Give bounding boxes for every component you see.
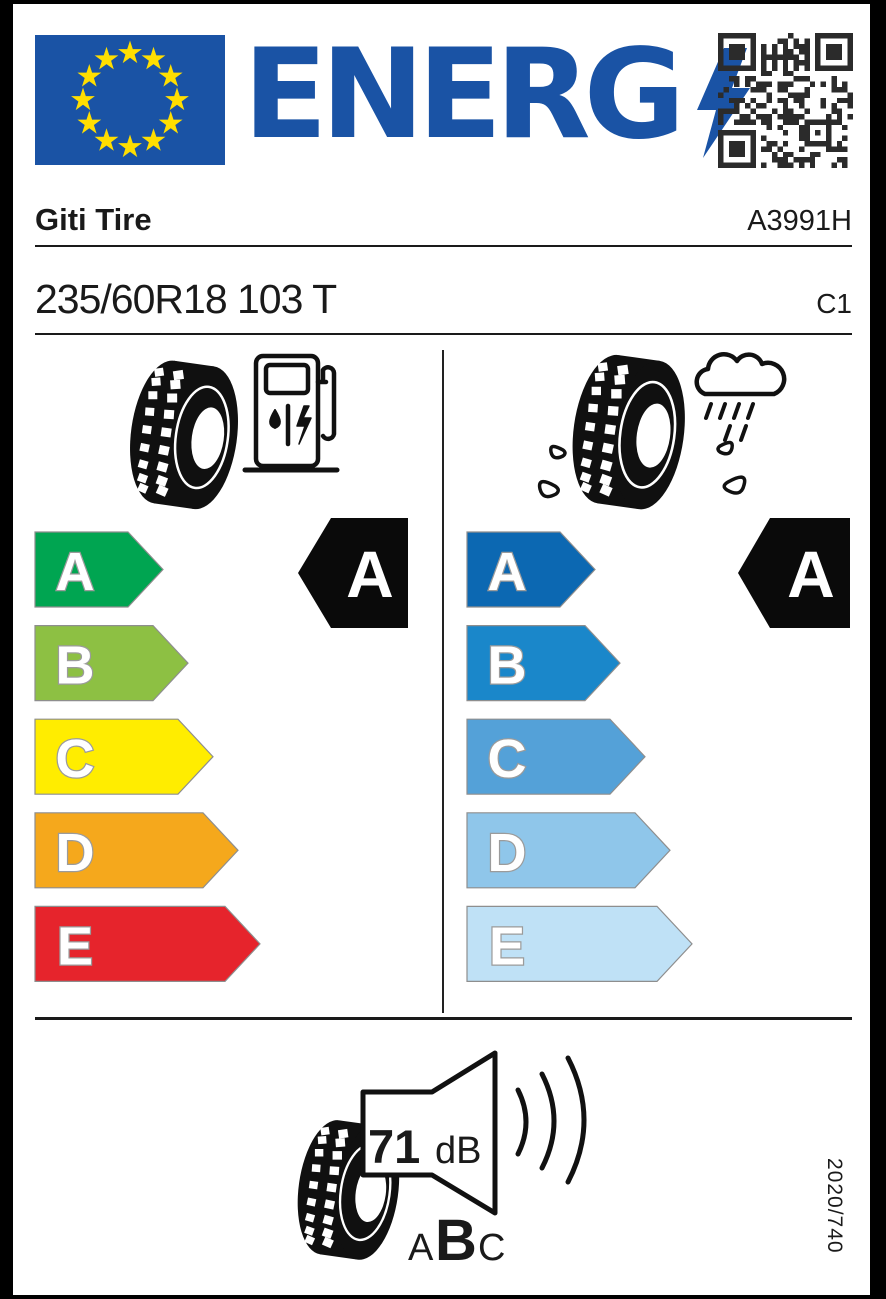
wet-grip-rating-badge [738,518,850,628]
scale-letter: B [487,635,527,696]
label-border-right [870,0,886,1299]
label-border-left [0,0,13,1299]
scale-letter: B [55,635,95,696]
wet-grip-rating-letter: A [787,537,835,611]
fuel-pump-icon [245,356,337,470]
eu-flag-icon [35,35,225,165]
column-divider [442,350,444,1013]
tire-rain-cloud-icon [535,346,790,518]
noise-class-b: B [435,1208,477,1273]
scale-letter: E [488,916,526,977]
energ-wordmark: ENERG [243,23,679,167]
noise-unit: dB [435,1130,482,1172]
brand-name: Giti Tire [35,202,152,237]
label-border-bottom [0,1295,886,1299]
scale-letter: A [487,542,527,602]
scale-letter: A [55,542,95,602]
tire-icon [564,350,694,514]
model-code: A3991H [747,205,852,237]
wet-grip-scale [467,518,702,990]
fuel-rating-letter: A [346,537,394,611]
tyre-class: C1 [816,288,852,319]
tire-speaker-icon [290,1048,600,1293]
sound-waves-icon [518,1058,584,1182]
scale-arrow-a [467,532,595,607]
fuel-efficiency-scale [35,518,270,990]
scale-letter: C [487,729,527,790]
scale-letter: D [55,822,95,883]
scale-letter: C [55,729,95,790]
regulation-number: 2020/740 [823,1158,846,1254]
scale-letter: D [487,822,527,883]
divider-rule [35,245,852,247]
noise-class-a: A [408,1227,434,1269]
noise-value: 71 [368,1120,421,1173]
rain-cloud-icon [697,354,784,440]
tire-fuel-pump-icon [125,348,340,518]
scale-letter: E [56,916,94,977]
scale-arrow-a [35,532,163,607]
qr-code [718,33,853,168]
label-border-top [0,0,886,4]
tire-icon [125,356,247,513]
divider-rule [35,333,852,335]
fuel-rating-badge [297,518,409,628]
divider-rule [35,1017,852,1020]
tyre-size: 235/60R18 103 T [35,276,337,322]
noise-class-c: C [478,1227,506,1269]
